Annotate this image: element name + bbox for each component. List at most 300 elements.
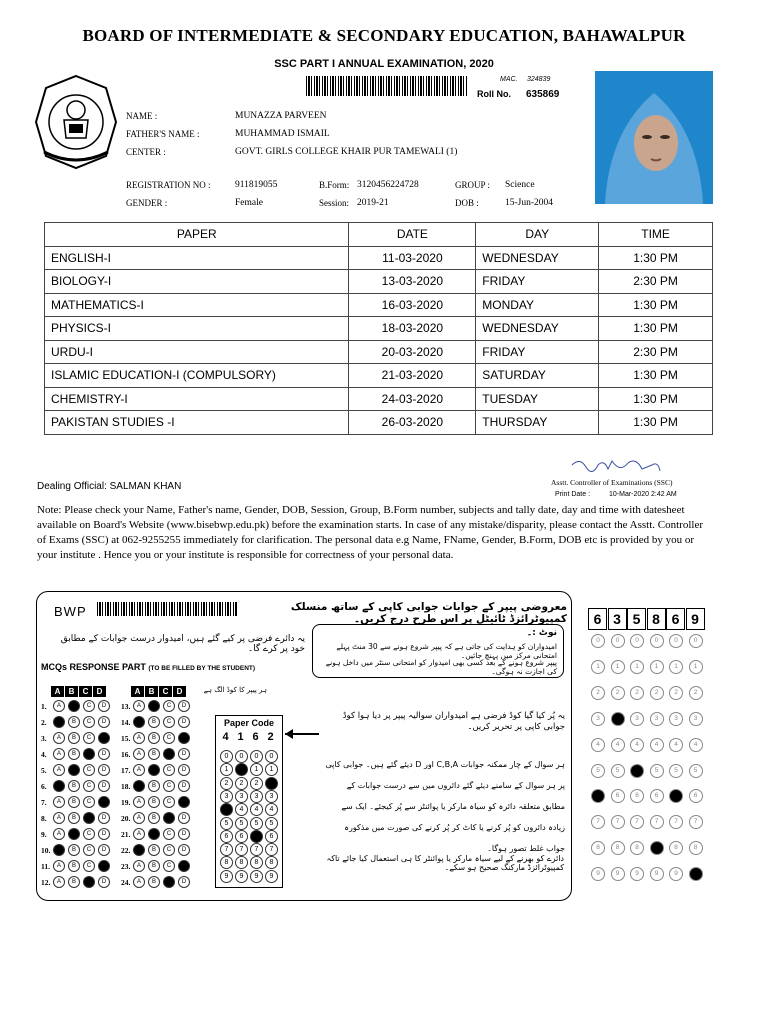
urdu-instruction-2: ہر سوال کے چار ممکنہ جوابات C,B,A اور D دیئے گئے ہیں۔ جوابی کاپی پر ہر سوال کے سامنے دیئے گئے دائروں میں سے درست جوابات کے مطابق متعلقہ دائرہ کو سیاہ مارکر یا پوائنٹر سے پُر کیجئے۔ ایک سے زیادہ دائروں کو پُر کرنے یا کاٹ کر پُر کرنے کی صورت میں مذکورہ جواب غلط تصور ہوگا۔ (325, 760, 565, 853)
table-row (45, 411, 713, 435)
question-number: 6. (41, 781, 47, 791)
mcq-column-right (121, 686, 196, 896)
mcq-row (121, 812, 193, 824)
question-number: 10. (41, 845, 51, 855)
mcq-row (41, 796, 113, 808)
answer-bubble: C (83, 764, 95, 776)
date-cell: 13-03-2020 (349, 270, 476, 294)
roll-number-bubble: 4 (669, 738, 683, 752)
question-number: 14. (121, 717, 131, 727)
mcq-choice-header (51, 686, 107, 697)
roll-label: Roll No. (477, 89, 511, 99)
mcq-title (41, 662, 255, 672)
time-cell: 1:30 PM (599, 246, 713, 270)
paper-code-bubble: 6 (235, 830, 248, 843)
roll-number-bubble: 0 (650, 634, 664, 648)
roll-number-bubble: 4 (650, 738, 664, 752)
paper-cell: CHEMISTRY-I (45, 387, 349, 411)
paper-code-bubble: 0 (235, 750, 248, 763)
roll-number-bubble: 3 (689, 712, 703, 726)
paper-code-bubble: 1 (220, 763, 233, 776)
urdu-instruction-1: یہ پُر کیا گیا کوڈ فرضی ہے امیدواران سوالیہ پیپر پر دیا ہوا کوڈ جوابی کاپی پر تحریر کریں۔ (342, 711, 565, 732)
answer-bubble (53, 716, 65, 728)
bform-label: B.Form: (319, 180, 350, 190)
paper-code-bubble (235, 763, 248, 776)
table-row (45, 246, 713, 270)
mcq-row (41, 860, 113, 872)
answer-bubble: B (148, 796, 160, 808)
roll-number-bubble: 7 (650, 815, 664, 829)
answer-bubble: B (68, 876, 80, 888)
mcq-row (121, 764, 193, 776)
roll-number-bubble: 3 (591, 712, 605, 726)
answer-bubble: D (178, 716, 190, 728)
roll-number-bubble: 1 (611, 660, 625, 674)
question-number: 1. (41, 701, 47, 711)
roll-number-bubble: 6 (650, 789, 664, 803)
roll-digit-box: 6 (666, 608, 685, 630)
mcq-subtitle: (TO BE FILLED BY THE STUDENT) (148, 665, 256, 672)
table-row (45, 340, 713, 364)
urdu-note-line1: امیدواران کو ہدایت کی جاتی ہے کہ پیپر شروع ہونے سے 30 منٹ پہلے امتحانی مرکز میں پہنچ جائیں۔ (336, 642, 557, 660)
print-date: 10-Mar-2020 2:42 AM (609, 491, 677, 498)
roll-number-bubble: 6 (689, 789, 703, 803)
answer-bubble: A (53, 732, 65, 744)
answer-bubble: B (68, 860, 80, 872)
answer-bubble (148, 700, 160, 712)
day-cell: SATURDAY (476, 364, 599, 388)
paper-code-bubble: 2 (250, 777, 263, 790)
mcq-row (121, 844, 193, 856)
answer-bubble (163, 812, 175, 824)
question-number: 7. (41, 797, 47, 807)
urdu-note-heading: نوٹ :۔ (526, 628, 557, 638)
roll-number-bubble: 2 (669, 686, 683, 700)
mcq-row (121, 828, 193, 840)
answer-bubble: C (163, 844, 175, 856)
roll-number-bubble: 7 (611, 815, 625, 829)
roll-digit-box: 8 (647, 608, 666, 630)
father-label: FATHER'S NAME : (126, 129, 200, 139)
time-cell: 1:30 PM (599, 411, 713, 435)
question-number: 18. (121, 781, 131, 791)
answer-bubble: B (148, 780, 160, 792)
paper-code-bubble: 3 (265, 790, 278, 803)
paper-code-bubble: 6 (220, 830, 233, 843)
paper-code-bubble: 5 (235, 817, 248, 830)
paper-cell: PHYSICS-I (45, 317, 349, 341)
board-title: BOARD OF INTERMEDIATE & SECONDARY EDUCATION, BAHAWALPUR (82, 26, 686, 45)
question-number: 13. (121, 701, 131, 711)
answer-bubble (133, 844, 145, 856)
paper-code-bubble: 6 (265, 830, 278, 843)
answer-bubble: A (133, 796, 145, 808)
answer-bubble (68, 828, 80, 840)
roll-number-bubble: 3 (630, 712, 644, 726)
roll-number-bubble: 0 (669, 634, 683, 648)
roll-number-bubble: 1 (689, 660, 703, 674)
answer-bubble: B (148, 732, 160, 744)
paper-code-bubble: 4 (250, 803, 263, 816)
question-number: 9. (41, 829, 47, 839)
choice-header-cell: C (79, 686, 92, 697)
answer-bubble (83, 876, 95, 888)
session-value: 2019-21 (357, 198, 389, 208)
answer-bubble: A (53, 812, 65, 824)
date-cell: 18-03-2020 (349, 317, 476, 341)
paper-code-digit: 1 (237, 731, 244, 743)
mcq-row (121, 780, 193, 792)
table-row (45, 270, 713, 294)
paper-code-bubble: 5 (220, 817, 233, 830)
answer-bubble (178, 732, 190, 744)
paper-code-bubble: 2 (235, 777, 248, 790)
paper-cell: BIOLOGY-I (45, 270, 349, 294)
mcq-row (121, 732, 193, 744)
roll-number-bubble: 8 (591, 841, 605, 855)
question-number: 15. (121, 733, 131, 743)
paper-code-bubble (265, 777, 278, 790)
column-header: PAPER (45, 223, 349, 247)
roll-number-bubble: 0 (611, 634, 625, 648)
answer-bubble: B (68, 748, 80, 760)
mcq-row (121, 860, 193, 872)
paper-code-bubble: 7 (265, 843, 278, 856)
answer-bubble (68, 764, 80, 776)
disclaimer-note: Note: Please check your Name, Father's name, Gender, DOB, Session, Group, B.Form number, subjects and tally date, day and time with datesheet available on Board's Website (www.bisebwp.edu.pk) before the examination starts. In case of any mistake/disparity, please contact the Asstt. Controller of Exams (SSC) at 062-9255255 immediately for clarification. The personal data e.g Name, FName, Gender, B.Form, DOB etc is provided by you or your institute . Hence you or your institute is responsible for correctness of your personal data. (37, 504, 704, 561)
answer-bubble (53, 780, 65, 792)
bform-number: 3120456224728 (357, 180, 419, 190)
roll-number-bubble: 4 (611, 738, 625, 752)
paper-code-digit: 4 (222, 731, 229, 743)
choice-header-cell: A (131, 686, 144, 697)
roll-number-bubble (611, 712, 625, 726)
roll-number-bubble: 9 (669, 867, 683, 881)
roll-digit-box: 3 (608, 608, 627, 630)
roll-number-bubble: 7 (689, 815, 703, 829)
choice-header-cell: C (159, 686, 172, 697)
roll-number: 635869 (526, 89, 560, 100)
roll-number-bubble: 9 (591, 867, 605, 881)
paper-code-bubble: 4 (265, 803, 278, 816)
question-number: 23. (121, 861, 131, 871)
answer-bubble: A (53, 860, 65, 872)
day-cell: TUESDAY (476, 387, 599, 411)
roll-number-bubble: 1 (650, 660, 664, 674)
controller-title: Asstt. Controller of Examinations (SSC) (551, 478, 673, 487)
roll-number-bubble: 7 (591, 815, 605, 829)
roll-number-bubble: 1 (669, 660, 683, 674)
date-cell: 26-03-2020 (349, 411, 476, 435)
answer-bubble: D (98, 876, 110, 888)
group-label: GROUP : (455, 180, 490, 190)
roll-number-bubble: 2 (630, 686, 644, 700)
answer-bubble: A (133, 748, 145, 760)
paper-code-bubble: 5 (265, 817, 278, 830)
paper-code-bubble: 9 (265, 870, 278, 883)
answer-bubble: D (98, 700, 110, 712)
answer-bubble: C (83, 716, 95, 728)
answer-bubble (53, 844, 65, 856)
roll-number-bubble: 7 (630, 815, 644, 829)
paper-code-bubble: 3 (235, 790, 248, 803)
answer-bubble: D (178, 780, 190, 792)
urdu-note-line2: پیپر شروع ہونے کے بعد کسی بھی امیدوار کو امتحانی سنٹر میں داخل ہونے کی اجازت نہ ہوگی۔ (325, 658, 557, 676)
answer-bubble (98, 860, 110, 872)
paper-cell: URDU-I (45, 340, 349, 364)
paper-cell: MATHEMATICS-I (45, 293, 349, 317)
board-logo-icon (34, 72, 118, 172)
roll-number-bubble: 8 (630, 841, 644, 855)
paper-code-bubble: 2 (220, 777, 233, 790)
roll-number-bubble: 1 (630, 660, 644, 674)
omr-urdu-left-note: یہ دائرے فرضی پر کیے گئے ہیں، امیدوار درست جوابات کے مطابق خود پر کرے گا۔ (60, 634, 305, 654)
date-cell: 20-03-2020 (349, 340, 476, 364)
paper-code-bubble: 1 (250, 763, 263, 776)
answer-bubble: C (163, 860, 175, 872)
question-number: 21. (121, 829, 131, 839)
answer-bubble: B (68, 732, 80, 744)
answer-bubble: A (53, 764, 65, 776)
answer-bubble: D (178, 812, 190, 824)
roll-number-bubble: 9 (630, 867, 644, 881)
day-cell: FRIDAY (476, 270, 599, 294)
answer-bubble: A (53, 796, 65, 808)
choice-header-cell: D (173, 686, 186, 697)
day-cell: WEDNESDAY (476, 317, 599, 341)
paper-code-bubble: 9 (220, 870, 233, 883)
answer-bubble: C (83, 844, 95, 856)
answer-bubble (148, 828, 160, 840)
question-number: 16. (121, 749, 131, 759)
mcq-row (121, 716, 193, 728)
paper-cell: ISLAMIC EDUCATION-I (COMPULSORY) (45, 364, 349, 388)
roll-number-bubble: 1 (591, 660, 605, 674)
answer-bubble: A (133, 700, 145, 712)
table-row (45, 364, 713, 388)
roll-number-bubble: 3 (650, 712, 664, 726)
roll-number-bubble (689, 867, 703, 881)
answer-bubble (68, 700, 80, 712)
question-number: 5. (41, 765, 47, 775)
paper-code-bubble: 8 (265, 856, 278, 869)
roll-number-bubble: 4 (630, 738, 644, 752)
answer-bubble (178, 796, 190, 808)
answer-bubble: D (98, 716, 110, 728)
answer-bubble: B (148, 748, 160, 760)
registration-number: 911819055 (235, 180, 278, 190)
mcq-row (41, 844, 113, 856)
answer-bubble: D (178, 748, 190, 760)
paper-code-bubble: 0 (220, 750, 233, 763)
roll-number-bubble: 5 (591, 764, 605, 778)
answer-bubble: A (53, 748, 65, 760)
center-name: GOVT. GIRLS COLLEGE KHAIR PUR TAMEWALI (1) (235, 147, 458, 157)
answer-bubble (178, 860, 190, 872)
answer-bubble: A (133, 764, 145, 776)
paper-code-bubble: 0 (265, 750, 278, 763)
roll-digit-box: 9 (686, 608, 705, 630)
answer-bubble: B (148, 876, 160, 888)
paper-code-bubble: 3 (220, 790, 233, 803)
question-number: 2. (41, 717, 47, 727)
student-photo (595, 71, 713, 204)
day-cell: MONDAY (476, 293, 599, 317)
student-name: MUNAZZA PARVEEN (235, 111, 327, 121)
mcq-row (41, 764, 113, 776)
roll-number-bubble: 4 (591, 738, 605, 752)
roll-number-bubble: 0 (591, 634, 605, 648)
roll-number-bubble: 9 (650, 867, 664, 881)
omr-barcode (97, 602, 237, 616)
paper-cell: PAKISTAN STUDIES -I (45, 411, 349, 435)
mcq-row (121, 700, 193, 712)
question-number: 19. (121, 797, 131, 807)
mcq-row (41, 812, 113, 824)
answer-bubble (83, 748, 95, 760)
answer-bubble: B (148, 860, 160, 872)
question-number: 3. (41, 733, 47, 743)
table-row (45, 317, 713, 341)
answer-bubble (83, 812, 95, 824)
answer-bubble: D (98, 764, 110, 776)
roll-number-bubble (650, 841, 664, 855)
paper-code-bubble (250, 830, 263, 843)
answer-bubble: C (163, 780, 175, 792)
roll-number-bubble: 5 (669, 764, 683, 778)
question-number: 8. (41, 813, 47, 823)
answer-bubble: D (98, 844, 110, 856)
roll-number-bubble: 2 (591, 686, 605, 700)
paper-cell: ENGLISH-I (45, 246, 349, 270)
question-number: 12. (41, 877, 51, 887)
paper-code-digit: 2 (267, 731, 274, 743)
answer-bubble: C (83, 780, 95, 792)
choice-header-cell: B (65, 686, 78, 697)
choice-header-cell: D (93, 686, 106, 697)
paper-code-bubble: 9 (235, 870, 248, 883)
answer-bubble: A (133, 732, 145, 744)
answer-bubble: D (178, 876, 190, 888)
choice-header-cell: A (51, 686, 64, 697)
paper-code-bubble (220, 803, 233, 816)
roll-number-bubble (630, 764, 644, 778)
roll-digit-box: 6 (588, 608, 607, 630)
name-label: NAME : (126, 111, 158, 121)
date-cell: 24-03-2020 (349, 387, 476, 411)
answer-bubble: C (83, 700, 95, 712)
time-cell: 1:30 PM (599, 387, 713, 411)
roll-number-bubble: 5 (689, 764, 703, 778)
answer-bubble: A (53, 828, 65, 840)
mcq-row (41, 748, 113, 760)
omr-code: BWP (54, 604, 87, 619)
answer-bubble: C (163, 828, 175, 840)
table-row (45, 387, 713, 411)
datesheet-table (44, 222, 713, 435)
time-cell: 1:30 PM (599, 293, 713, 317)
answer-bubble: A (53, 700, 65, 712)
answer-bubble (163, 748, 175, 760)
gender-value: Female (235, 198, 263, 208)
mac-label: MAC. (500, 76, 518, 83)
answer-bubble: B (148, 812, 160, 824)
center-label: CENTER : (126, 147, 166, 157)
roll-number-bubble: 6 (611, 789, 625, 803)
paper-code-bubble: 9 (250, 870, 263, 883)
paper-code-bubble: 7 (250, 843, 263, 856)
paper-code-digit: 6 (252, 731, 259, 743)
answer-bubble (98, 796, 110, 808)
answer-bubble (148, 764, 160, 776)
answer-bubble: A (53, 876, 65, 888)
answer-bubble (133, 716, 145, 728)
barcode (306, 76, 468, 96)
paper-code-bubble: 3 (250, 790, 263, 803)
gender-label: GENDER : (126, 198, 168, 208)
mcq-row (41, 876, 113, 888)
answer-bubble (98, 732, 110, 744)
question-number: 22. (121, 845, 131, 855)
roll-number-bubble: 5 (611, 764, 625, 778)
question-number: 20. (121, 813, 131, 823)
date-cell: 11-03-2020 (349, 246, 476, 270)
mcq-row (121, 748, 193, 760)
answer-bubble: C (83, 796, 95, 808)
time-cell: 2:30 PM (599, 340, 713, 364)
answer-bubble: D (178, 844, 190, 856)
exam-title: SSC PART I ANNUAL EXAMINATION, 2020 (274, 58, 494, 70)
day-cell: WEDNESDAY (476, 246, 599, 270)
roll-number-bubble: 8 (689, 841, 703, 855)
roll-number-bubble: 5 (650, 764, 664, 778)
session-label: Session: (319, 198, 350, 208)
date-cell: 16-03-2020 (349, 293, 476, 317)
answer-bubble: B (148, 716, 160, 728)
answer-bubble: C (83, 828, 95, 840)
registration-label: REGISTRATION NO : (126, 180, 211, 190)
omr-urdu-title: معروضی پیپر کے جوابات جوابی کاپی کے ساتھ منسلک کمپیوٹرائزڈ ٹائیٹل پر اس طرح درج کریں۔ (290, 601, 567, 625)
answer-bubble: D (178, 828, 190, 840)
answer-bubble (163, 876, 175, 888)
answer-bubble: B (68, 812, 80, 824)
roll-number-bubble: 6 (630, 789, 644, 803)
roll-number-bubble: 8 (669, 841, 683, 855)
roll-number-bubble: 0 (630, 634, 644, 648)
table-header-row (45, 223, 713, 247)
roll-number-bubble: 2 (650, 686, 664, 700)
answer-bubble: B (68, 796, 80, 808)
answer-bubble (133, 780, 145, 792)
column-header: DATE (349, 223, 476, 247)
answer-bubble: D (98, 748, 110, 760)
day-cell: FRIDAY (476, 340, 599, 364)
paper-code-bubble: 5 (250, 817, 263, 830)
paper-code-bubble: 8 (250, 856, 263, 869)
roll-number-bubble: 3 (669, 712, 683, 726)
mcq-column-left (41, 686, 116, 896)
question-number: 24. (121, 877, 131, 887)
answer-bubble: C (163, 716, 175, 728)
roll-number-digit-boxes (588, 608, 704, 630)
answer-bubble: C (163, 700, 175, 712)
print-date-label: Print Date : (555, 491, 591, 498)
answer-bubble: D (178, 700, 190, 712)
roll-digit-box: 5 (627, 608, 646, 630)
dob-value: 15-Jun-2004 (505, 198, 554, 208)
answer-bubble: A (133, 876, 145, 888)
roll-number-bubble: 9 (611, 867, 625, 881)
